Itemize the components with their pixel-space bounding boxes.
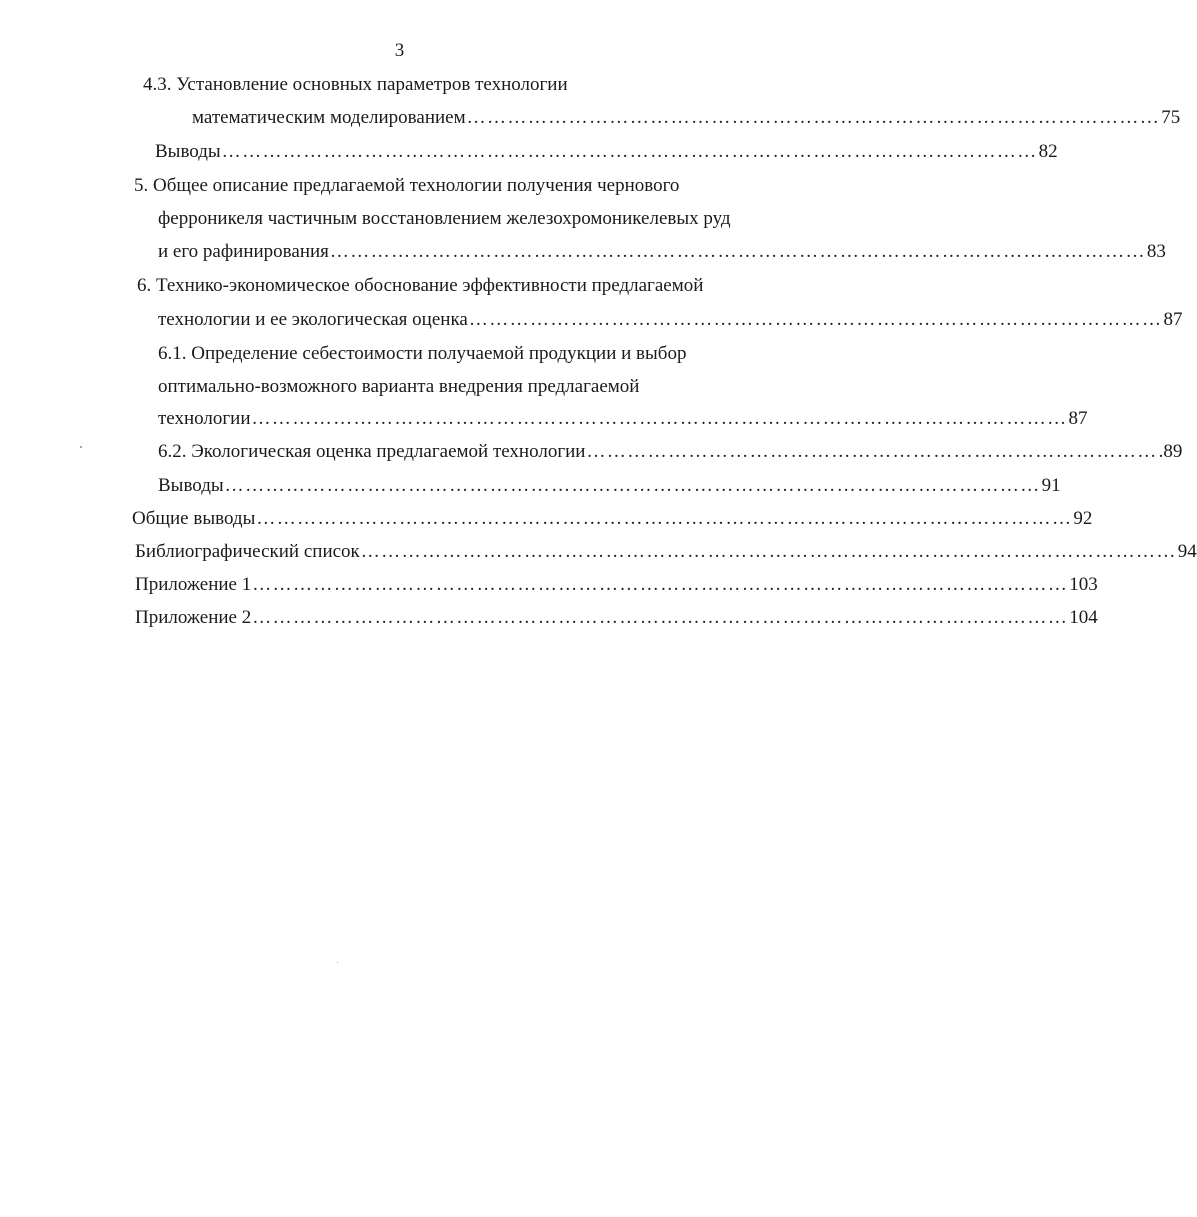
toc-entry-5-line-2 [158, 207, 731, 231]
toc-entry-bibliography [135, 540, 1197, 564]
toc-page-number: 91 [1041, 475, 1061, 496]
toc-leader-dots: ………………………………………………………………………………………………………… [224, 475, 1041, 496]
toc-entry-5-line-3 [158, 240, 1166, 264]
toc-entry-text: Библиографический список [135, 541, 360, 562]
toc-page-number: 103 [1069, 574, 1098, 595]
toc-leader-dots: ………………………………………………………………………………………………………… [221, 141, 1038, 162]
toc-page-number: 83 [1146, 241, 1166, 262]
toc-entry-conclusions-6 [158, 474, 1061, 498]
toc-entry-4-3-line-2 [192, 106, 1181, 130]
toc-entry-6-1-line-3 [158, 407, 1088, 431]
toc-entry-appendix-1 [135, 573, 1098, 597]
toc-leader-dots: ………………………………………………………………………………………… [468, 309, 1163, 330]
toc-entry-6-line-2 [158, 308, 1183, 332]
toc-leader-dots: ………………………………………………………………………………………… [466, 107, 1161, 128]
toc-leader-dots: ………………………………………………………………………… [586, 441, 1158, 462]
toc-entry-text: математическим моделированием [192, 107, 466, 128]
toc-entry-text: технологии и ее экологическая оценка [158, 309, 468, 330]
toc-entry-text: 5. Общее описание предлагаемой технологии получения чернового [134, 175, 680, 196]
toc-leader-dots: ………………………………………………………………………………………………………… [256, 508, 1073, 529]
toc-entry-6-2 [158, 440, 1183, 464]
toc-page-number: 82 [1038, 141, 1058, 162]
scan-speck [80, 446, 82, 448]
toc-page-number: 87 [1068, 408, 1088, 429]
toc-entry-text: ферроникеля частичным восстановлением железохромоникелевых руд [158, 208, 731, 229]
toc-entry-text: Выводы [158, 475, 224, 496]
toc-leader-dots: ………………………………………………………………………………………………………… [251, 408, 1068, 429]
toc-entry-text: Выводы [155, 141, 221, 162]
page-number: 3 [394, 40, 405, 61]
toc-entry-6-line-1 [137, 274, 703, 298]
toc-page-number: 87 [1163, 309, 1183, 330]
toc-page-number: 75 [1161, 107, 1181, 128]
scan-speck [337, 962, 338, 963]
toc-entry-appendix-2 [135, 606, 1098, 630]
toc-entry-4-3-line-1 [143, 73, 568, 97]
toc-entry-text: 6.1. Определение себестоимости получаемой продукции и выбор [158, 343, 687, 364]
toc-entry-text: 6.2. Экологическая оценка предлагаемой технологии [158, 441, 586, 462]
toc-entry-5-line-1 [134, 174, 679, 198]
toc-entry-6-1-line-2 [158, 375, 639, 399]
toc-leader-dots: ………………………………………………………………………………………………………… [252, 574, 1069, 595]
toc-entry-6-1-line-1 [158, 342, 686, 366]
toc-leader-dots: ………………………………………………………………………………………………………… [360, 541, 1177, 562]
toc-page-number: 92 [1073, 508, 1093, 529]
toc-entry-general-conclusions [132, 507, 1093, 531]
toc-entry-text: технологии [158, 408, 251, 429]
toc-entry-text: Приложение 1 [135, 574, 252, 595]
toc-entry-text: и его рафинирования [158, 241, 329, 262]
toc-leader-dots: ………………………………………………………………………………………………………… [252, 607, 1069, 628]
toc-entry-text: 4.3. Установление основных параметров технологии [143, 74, 568, 95]
toc-leader-dots: ………………………………………………………………………………………………………… [329, 241, 1146, 262]
toc-entry-text: оптимально-возможного варианта внедрения предлагаемой [158, 376, 640, 397]
toc-entry-text: 6. Технико-экономическое обоснование эффективности предлагаемой [137, 275, 704, 296]
toc-page-number: .89 [1158, 441, 1183, 462]
toc-entry-text: Приложение 2 [135, 607, 252, 628]
toc-page-number: 104 [1069, 607, 1098, 628]
toc-entry-text: Общие выводы [132, 508, 256, 529]
toc-page-number: 94 [1177, 541, 1197, 562]
toc-entry-conclusions-4 [155, 140, 1058, 164]
